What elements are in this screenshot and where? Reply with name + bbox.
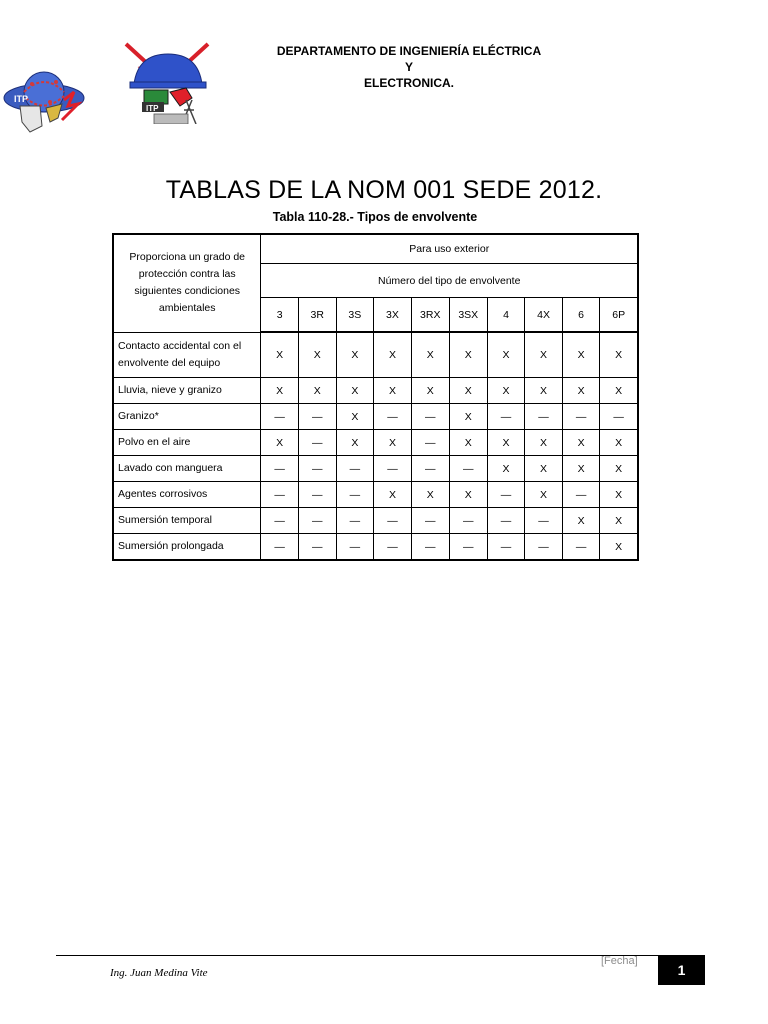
table-cell: X	[525, 456, 563, 482]
itp-globe-logo	[2, 62, 86, 136]
row-label: Sumersión prolongada	[113, 534, 261, 561]
table-cell: X	[411, 332, 449, 378]
table-cell: —	[411, 534, 449, 561]
table-cell: X	[562, 430, 599, 456]
table-cell: X	[298, 378, 336, 404]
table-cell: X	[449, 430, 487, 456]
table-cell: X	[600, 456, 638, 482]
table-cell: —	[449, 456, 487, 482]
column-header: 3S	[336, 298, 374, 333]
table-caption: Tabla 110-28.- Tipos de envolvente	[272, 210, 478, 224]
table-cell: X	[487, 378, 524, 404]
table-row	[113, 404, 638, 430]
page-number-text: 1	[677, 962, 686, 978]
department-heading	[250, 43, 568, 91]
table-cell: X	[600, 378, 638, 404]
table-cell: —	[487, 482, 524, 508]
table-cell: X	[374, 430, 412, 456]
table-cell: —	[374, 508, 412, 534]
column-header: 3	[261, 298, 298, 333]
table-cell: X	[600, 332, 638, 378]
table-cell: X	[600, 534, 638, 561]
table-cell: —	[449, 534, 487, 561]
department-line-1: DEPARTAMENTO DE INGENIERÍA ELÉCTRICA	[276, 44, 542, 58]
table-cell: —	[374, 404, 412, 430]
table-cell: X	[374, 378, 412, 404]
footer-author: Ing. Juan Medina Vite	[110, 967, 208, 979]
table-cell: X	[562, 508, 599, 534]
table-cell: X	[336, 404, 374, 430]
table-cell: —	[336, 508, 374, 534]
table-cell: —	[261, 508, 298, 534]
table-cell: X	[600, 482, 638, 508]
table-cell: —	[374, 534, 412, 561]
table-cell: X	[525, 378, 563, 404]
table-cell: X	[261, 332, 298, 378]
table-row	[113, 378, 638, 404]
table-row	[113, 534, 638, 561]
table-cell: X	[261, 378, 298, 404]
footer-divider	[56, 955, 658, 956]
table-cell: —	[562, 534, 599, 561]
row-label: Lluvia, nieve y granizo	[113, 378, 261, 404]
row-label: Lavado con manguera	[113, 456, 261, 482]
table-cell: —	[525, 508, 563, 534]
table-cell: X	[525, 430, 563, 456]
table-cell: —	[261, 404, 298, 430]
table-cell: X	[487, 456, 524, 482]
table-cell: X	[261, 430, 298, 456]
table-cell: X	[487, 332, 524, 378]
table-cell: —	[487, 534, 524, 561]
enclosure-types-table	[112, 233, 639, 561]
table-cell: X	[411, 482, 449, 508]
table-cell: —	[298, 482, 336, 508]
row-label: Polvo en el aire	[113, 430, 261, 456]
table-cell: —	[449, 508, 487, 534]
row-label: Contacto accidental con el envolvente del equipo	[113, 332, 261, 378]
table-cell: X	[411, 378, 449, 404]
table-cell: —	[411, 404, 449, 430]
column-header: 4X	[525, 298, 563, 333]
logo-left-text: ITP	[14, 94, 29, 104]
description-header: Proporciona un grado de protección contra las siguientes condiciones ambientales	[113, 234, 261, 332]
table-cell: —	[525, 534, 563, 561]
table-cell: —	[298, 508, 336, 534]
table-cell: X	[374, 332, 412, 378]
table-cell: X	[449, 332, 487, 378]
table-cell: —	[411, 456, 449, 482]
table-row	[113, 508, 638, 534]
table-cell: X	[562, 332, 599, 378]
column-header: 3R	[298, 298, 336, 333]
table-cell: —	[487, 404, 524, 430]
row-label: Sumersión temporal	[113, 508, 261, 534]
table-cell: —	[298, 534, 336, 561]
table-cell: —	[411, 430, 449, 456]
column-header: 6	[562, 298, 599, 333]
table-cell: —	[336, 534, 374, 561]
column-header: 4	[487, 298, 524, 333]
table-cell: X	[525, 482, 563, 508]
table-row	[113, 482, 638, 508]
table-cell: X	[449, 378, 487, 404]
table-cell: X	[336, 430, 374, 456]
table-cell: —	[336, 482, 374, 508]
table-cell: X	[374, 482, 412, 508]
table-cell: X	[562, 456, 599, 482]
table-cell: —	[261, 534, 298, 561]
table-cell: X	[562, 378, 599, 404]
department-line-3: ELECTRONICA.	[364, 76, 454, 90]
table-cell: —	[298, 456, 336, 482]
table-cell: —	[562, 482, 599, 508]
table-body	[113, 332, 638, 560]
table-cell: —	[298, 430, 336, 456]
table-cell: —	[261, 482, 298, 508]
page-number	[658, 955, 705, 985]
table-cell: X	[336, 378, 374, 404]
table-cell: —	[600, 404, 638, 430]
table-cell: X	[487, 430, 524, 456]
table-cell: X	[449, 404, 487, 430]
group-header: Para uso exterior	[261, 234, 638, 264]
table-cell: —	[374, 456, 412, 482]
table-cell: X	[336, 332, 374, 378]
column-header: 3SX	[449, 298, 487, 333]
row-label: Granizo*	[113, 404, 261, 430]
logo-right-text: ITP	[146, 104, 159, 113]
page-title: TABLAS DE LA NOM 001 SEDE 2012.	[165, 176, 603, 204]
table-cell: —	[525, 404, 563, 430]
table-cell: X	[600, 430, 638, 456]
department-line-2: Y	[404, 60, 413, 74]
sub-header: Número del tipo de envolvente	[261, 264, 638, 298]
table-row	[113, 456, 638, 482]
table-row	[113, 430, 638, 456]
column-header: 3X	[374, 298, 412, 333]
table-row	[113, 332, 638, 378]
itp-helmet-logo	[120, 40, 214, 124]
table-cell: X	[600, 508, 638, 534]
table-cell: —	[487, 508, 524, 534]
table-cell: —	[562, 404, 599, 430]
row-label: Agentes corrosivos	[113, 482, 261, 508]
table-cell: —	[411, 508, 449, 534]
table-cell: —	[261, 456, 298, 482]
table-cell: X	[298, 332, 336, 378]
date-placeholder[interactable]: [Fecha]	[601, 955, 638, 967]
column-header: 3RX	[411, 298, 449, 333]
table-cell: X	[449, 482, 487, 508]
column-header: 6P	[600, 298, 638, 333]
table-cell: —	[336, 456, 374, 482]
table-cell: X	[525, 332, 563, 378]
table-cell: —	[298, 404, 336, 430]
